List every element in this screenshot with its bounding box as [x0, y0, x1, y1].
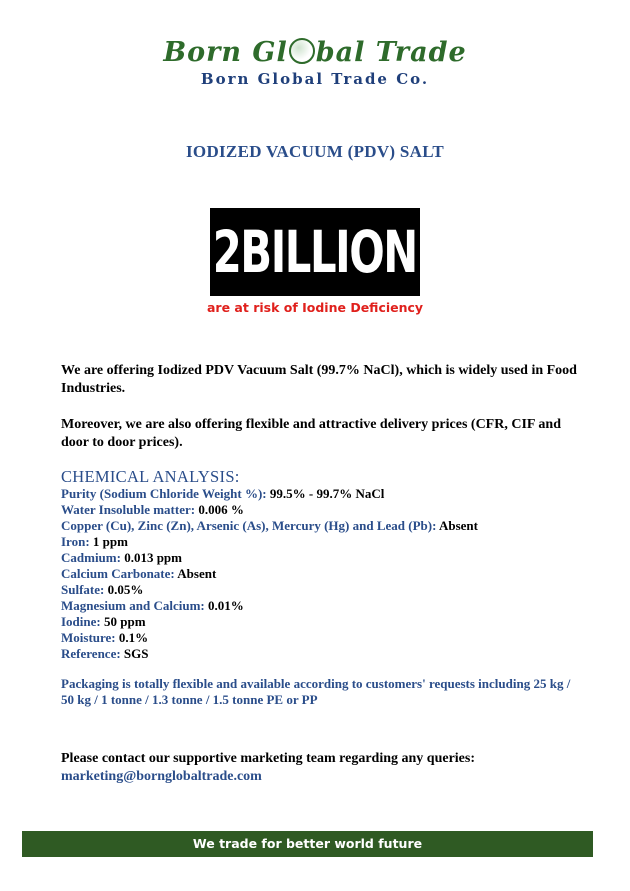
- globe-icon: [289, 38, 315, 64]
- analysis-value: SGS: [120, 646, 149, 661]
- analysis-label: Magnesium and Calcium:: [61, 598, 205, 613]
- analysis-value: 50 ppm: [100, 614, 146, 629]
- intro-paragraph-1: We are offering Iodized PDV Vacuum Salt (99.7% NaCl), which is widely used in Food Industries.: [61, 363, 577, 396]
- analysis-row: [61, 550, 581, 566]
- banner-black-box: [210, 208, 420, 296]
- analysis-label: Copper (Cu), Zinc (Zn), Arsenic (As), Mercury (Hg) and Lead (Pb):: [61, 518, 437, 533]
- banner-headline: 2BILLION: [212, 218, 418, 286]
- page-title: IODIZED VACUUM (PDV) SALT: [186, 142, 444, 161]
- analysis-row: [61, 630, 581, 646]
- analysis-value: 1 ppm: [89, 534, 128, 549]
- analysis-label: Cadmium:: [61, 550, 121, 565]
- analysis-value: 0.006 %: [195, 502, 244, 517]
- footer-slogan-bar: We trade for better world future: [22, 831, 593, 857]
- intro-paragraph-2: Moreover, we are also offering flexible and attractive delivery prices (CFR, CIF and door to door prices).: [61, 417, 562, 450]
- analysis-value: Absent: [174, 566, 217, 581]
- analysis-label: Calcium Carbonate:: [61, 566, 175, 581]
- main-content: [61, 362, 581, 786]
- chemical-analysis-heading: CHEMICAL ANALYSIS:: [61, 467, 240, 486]
- analysis-row: [61, 534, 581, 550]
- analysis-row: [61, 614, 581, 630]
- chemical-analysis-list: [61, 486, 581, 662]
- analysis-label: Iron:: [61, 534, 90, 549]
- analysis-row: [61, 518, 581, 534]
- analysis-row: [61, 486, 581, 502]
- analysis-value: 99.5% - 99.7% NaCl: [266, 486, 385, 501]
- logo-subtitle: Born Global Trade Co.: [200, 70, 430, 88]
- logo-text-part2: bal Trade: [315, 37, 467, 68]
- analysis-label: Moisture:: [61, 630, 116, 645]
- packaging-note: Packaging is totally flexible and available according to customers' requests including 25 kg / 50 kg / 1 tonne / 1.3 tonne / 1.5 tonne PE or PP: [61, 676, 571, 707]
- analysis-value: Absent: [436, 518, 478, 533]
- company-logo: [0, 36, 630, 88]
- analysis-value: 0.1%: [115, 630, 149, 645]
- analysis-value: 0.05%: [104, 582, 144, 597]
- analysis-row: [61, 582, 581, 598]
- contact-text: Please contact our supportive marketing team regarding any queries:: [61, 751, 475, 766]
- analysis-label: Reference:: [61, 646, 121, 661]
- analysis-label: Water Insoluble matter:: [61, 502, 196, 517]
- analysis-label: Purity (Sodium Chloride Weight %):: [61, 486, 267, 501]
- logo-wordmark: [0, 36, 630, 70]
- analysis-label: Sulfate:: [61, 582, 105, 597]
- contact-email-link[interactable]: marketing@bornglobaltrade.com: [61, 769, 262, 784]
- analysis-value: 0.013 ppm: [120, 550, 182, 565]
- analysis-value: 0.01%: [204, 598, 244, 613]
- analysis-row: [61, 502, 581, 518]
- logo-text-part1: Born Gl: [163, 37, 288, 68]
- analysis-row: [61, 646, 581, 662]
- analysis-row: [61, 566, 581, 582]
- analysis-row: [61, 598, 581, 614]
- analysis-label: Iodine:: [61, 614, 101, 629]
- iodine-banner: [207, 208, 423, 321]
- banner-subline: are at risk of Iodine Deficiency: [207, 300, 424, 315]
